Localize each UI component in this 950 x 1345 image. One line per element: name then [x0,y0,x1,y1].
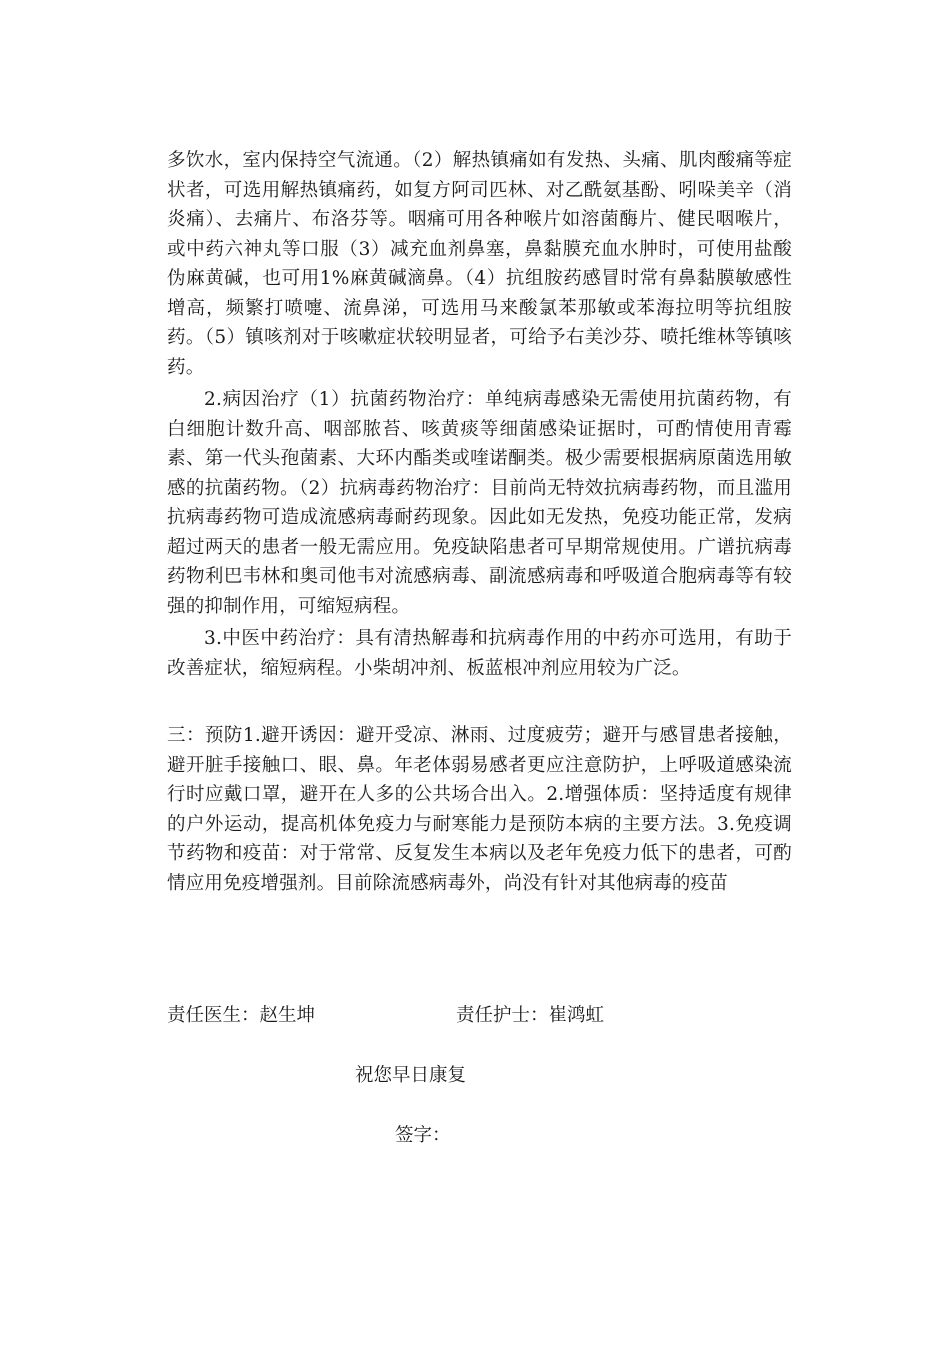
signature-label: 签字： [395,1125,451,1146]
paragraph-symptomatic-treatment: 多饮水，室内保持空气流通。（2）解热镇痛如有发热、头痛、肌肉酸痛等症状者，可选用解热镇痛药，如复方阿司匹林、对乙酰氨基酚、吲哚美辛（消炎痛）、去痛片、布洛芬等。咽痛可用各种喉片如溶菌酶片、健民咽喉片，或中药六神丸等口服（3）减充血剂鼻塞，鼻黏膜充血水肿时，可使用盐酸伪麻黄碱，也可用1%麻黄碱滴鼻。（4）抗组胺药感冒时常有鼻黏膜敏感性增高，频繁打喷嚏、流鼻涕，可选用马来酸氯苯那敏或苯海拉明等抗组胺药。（5）镇咳剂对于咳嗽症状较明显者，可给予右美沙芬、喷托维林等镇咳药。 [167,150,792,378]
paragraph-tcm-treatment: 3.中医中药治疗：具有清热解毒和抗病毒作用的中药亦可选用，有助于改善症状，缩短病程。小柴胡冲剂、板蓝根冲剂应用较为广泛。 [167,628,792,679]
paragraph-prevention: 三：预防1.避开诱因：避开受凉、淋雨、过度疲劳；避开与感冒患者接触，避开脏手接触口、眼、鼻。年老体弱易感者更应注意防护，上呼吸道感染流行时应戴口罩，避开在人多的公共场合出入。2.增强体质：坚持适度有规律的户外运动，提高机体免疫力与耐寒能力是预防本病的主要方法。3.免疫调节药物和疫苗：对于常常、反复发生本病以及老年免疫力低下的患者，可酌情应用免疫增强剂。目前除流感病毒外，尚没有针对其他病毒的疫苗 [167,725,792,894]
responsible-nurse: 责任护士：崔鸿虹 [456,1005,605,1026]
paragraph-etiological-treatment: 2.病因治疗（1）抗菌药物治疗：单纯病毒感染无需使用抗菌药物，有白细胞计数升高、咽部脓苔、咳黄痰等细菌感染证据时，可酌情使用青霉素、第一代头孢菌素、大环内酯类或喹诺酮类。极少需要根据病原菌选用敏感的抗菌药物。（2）抗病毒药物治疗：目前尚无特效抗病毒药物，而且滥用抗病毒药物可造成流感病毒耐药现象。因此如无发热，免疫功能正常，发病超过两天的患者一般无需应用。免疫缺陷患者可早期常规使用。广谱抗病毒药物利巴韦林和奥司他韦对流感病毒、副流感病毒和呼吸道合胞病毒等有较强的抑制作用，可缩短病程。 [167,389,792,617]
responsible-doctor: 责任医生：赵生坤 [167,1005,316,1026]
recovery-wish: 祝您早日康复 [355,1065,467,1086]
